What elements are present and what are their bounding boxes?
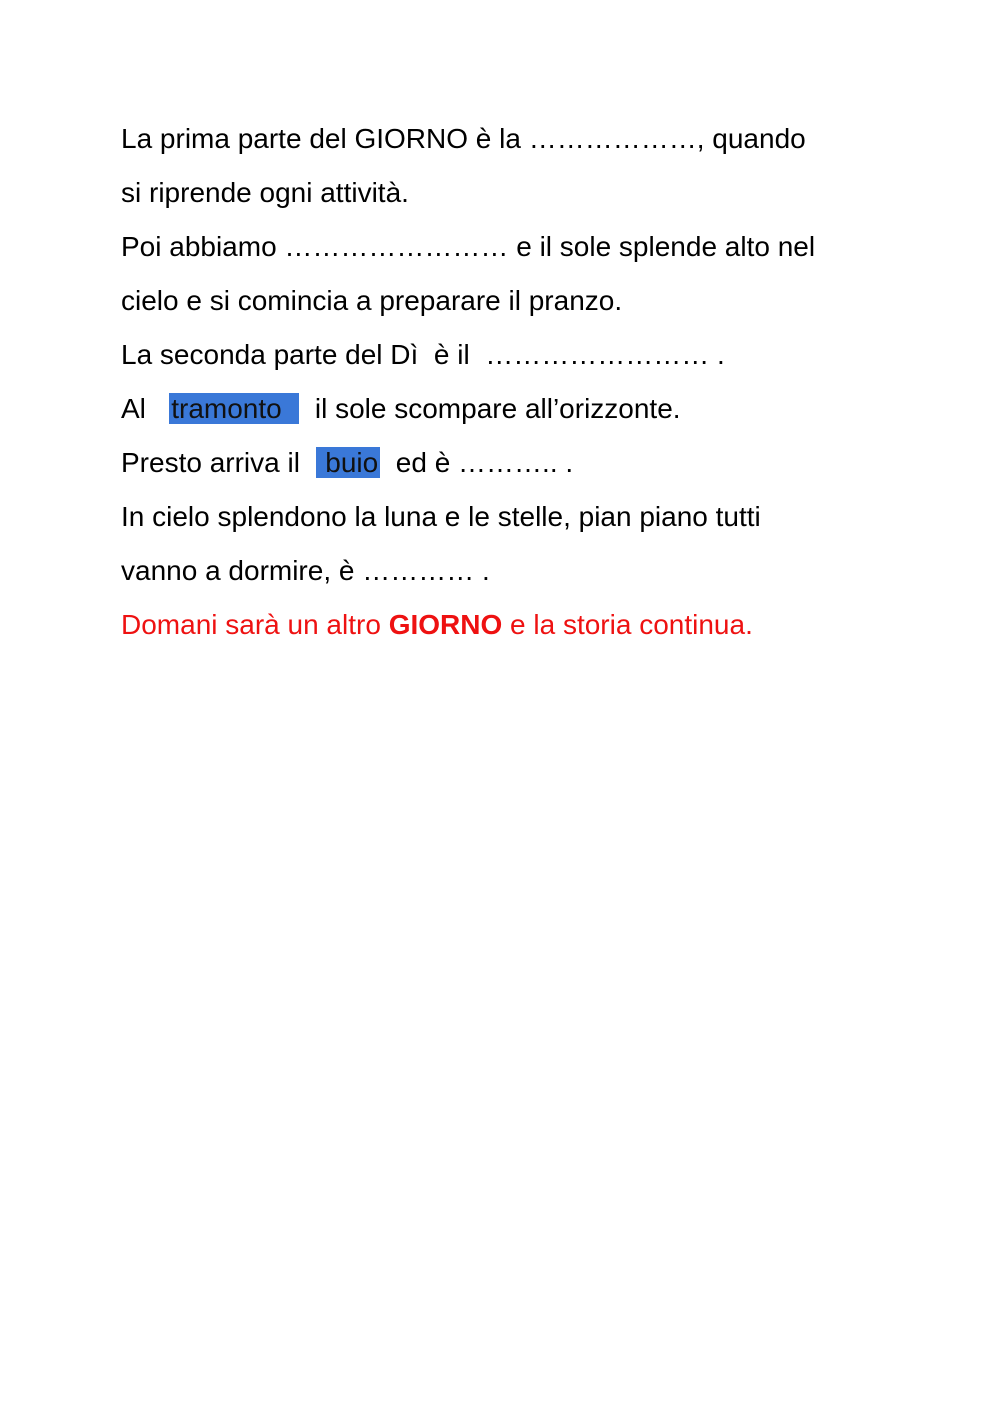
answer-buio[interactable]: buio (317, 447, 379, 478)
text-line-2: si riprende ogni attività. (121, 177, 409, 208)
closing-suffix: e la storia continua. (502, 609, 753, 640)
text-line-9: vanno a dormire, è ………… . (121, 555, 490, 586)
line-6-suffix: il sole scompare all’orizzonte. (299, 393, 681, 424)
closing-line (121, 598, 901, 652)
line-7-suffix: ed è ……….. . (380, 447, 574, 478)
text-line-6 (121, 382, 901, 436)
text-line-8: In cielo splendono la luna e le stelle, pian piano tutti (121, 501, 761, 532)
text-line-4: cielo e si comincia a preparare il pranzo. (121, 285, 623, 316)
text-line-5: La seconda parte del Dì è il …………………… . (121, 339, 725, 370)
exercise-text (121, 112, 901, 652)
line-6-prefix: Al (121, 393, 170, 424)
text-line-3: Poi abbiamo …………………… e il sole splende alto nel (121, 231, 816, 262)
closing-bold-word: GIORNO (388, 609, 503, 640)
line-7-prefix: Presto arriva il (121, 447, 316, 478)
text-line-1: La prima parte del GIORNO è la ………………, quando (121, 123, 806, 154)
answer-tramonto[interactable]: tramonto (171, 393, 298, 424)
text-line-7 (121, 436, 901, 490)
closing-prefix: Domani sarà un altro (121, 609, 389, 640)
